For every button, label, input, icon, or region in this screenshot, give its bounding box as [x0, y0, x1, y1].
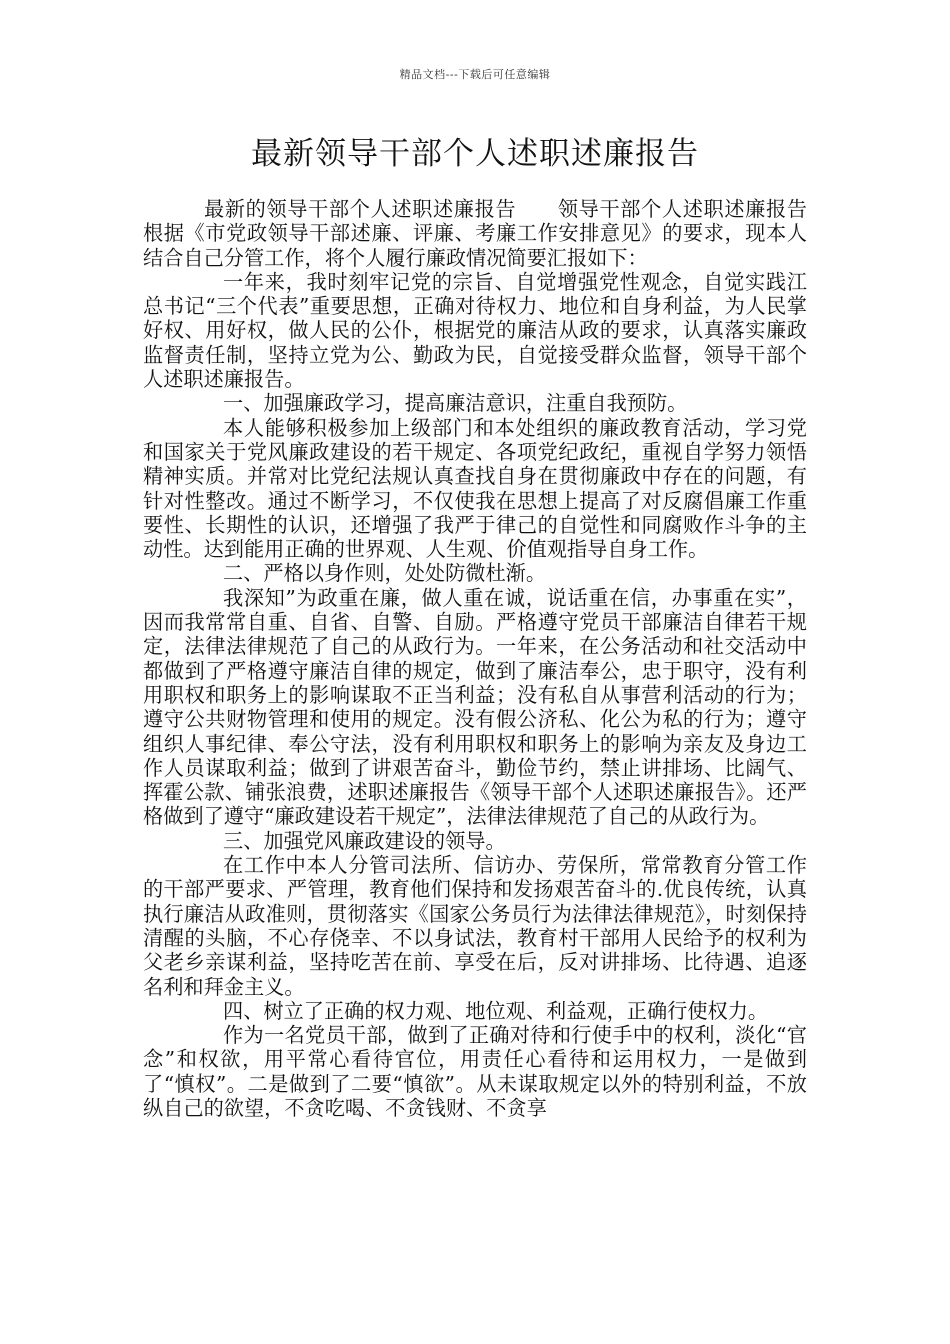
- header-note: 精品文档---下载后可任意编辑: [399, 68, 551, 81]
- paragraph: 一年来，我时刻牢记党的宗旨、自觉增强党性观念，自觉实践江总书记“三个代表”重要思想，正确对待权力、地位和自身利益，为人民掌好权、用好权，做人民的公仆，根据党的廉洁从政的要求，认真落实廉政监督责任制，坚持立党为公、勤政为民，自觉接受群众监督，领导干部个人述职述廉报告。: [143, 269, 807, 392]
- section-heading-1: 一、加强廉政学习，提高廉洁意识，注重自我预防。: [223, 391, 688, 416]
- section-heading-3: 三、加强党风廉政建设的领导。: [223, 828, 506, 853]
- paragraph: 本人能够积极参加上级部门和本处组织的廉政教育活动，学习党和国家关于党风廉政建设的若干规定、各项党纪政纪，重视自学努力领悟精神实质。并常对比党纪法规认真查找自身在贯彻廉政中存在的问题，有针对性整改。通过不断学习，不仅使我在思想上提高了对反腐倡廉工作重要性、长期性的认识，还增强了我严于律己的自觉性和同腐败作斗争的主动性。达到能用正确的世界观、人生观、价值观指导自身工作。: [143, 415, 807, 562]
- section-heading-2: 二、严格以身作则，处处防微杜渐。: [223, 561, 547, 586]
- paragraph: 在工作中本人分管司法所、信访办、劳保所，常常教育分管工作的干部严要求、严管理，教育他们保持和发扬艰苦奋斗的.优良传统，认真执行廉洁从政准则，贯彻落实《国家公务员行为法律法律规范》，时刻保持清醒的头脑，不心存侥幸、不以身试法，教育村干部用人民给予的权利为父老乡亲谋利益，坚持吃苦在前、享受在后，反对讲排场、比待遇、追逐名利和拜金主义。: [143, 853, 807, 999]
- section-heading-4: 四、树立了正确的权力观、地位观、利益观，正确行使权力。: [223, 998, 769, 1023]
- paragraph: 我深知”为政重在廉，做人重在诚，说话重在信，办事重在实”，因而我常常自重、自省、自警、自励。严格遵守党员干部廉洁自律若干规定，法律法律规范了自己的从政行为。一年来，在公务活动和社交活动中都做到了严格遵守廉洁自律的规定，做到了廉洁奉公，忠于职守，没有利用职权和职务上的影响谋取不正当利益；没有私自从事营利活动的行为；遵守公共财物管理和使用的规定。没有假公济私、化公为私的行为；遵守组织人事纪律、奉公守法，没有利用职权和职务上的影响为亲友及身边工作人员谋取利益；做到了讲艰苦奋斗，勤俭节约，禁止讲排场、比阔气、挥霍公款、铺张浪费，述职述廉报告《领导干部个人述职述廉报告》。还严格做到了遵守“廉政建设若干规定”，法律法律规范了自己的从政行为。: [143, 585, 807, 829]
- document-title: 最新领导干部个人述职述廉报告: [251, 136, 699, 172]
- document-body: [143, 197, 848, 1120]
- paragraph-intro: 最新的领导干部个人述职述廉报告 领导干部个人述职述廉报告 根据《市党政领导干部述廉、评廉、考廉工作安排意见》的要求，现本人结合自己分管工作，将个人履行廉政情况简要汇报如下：: [143, 197, 848, 270]
- paragraph: 作为一名党员干部，做到了正确对待和行使手中的权利，淡化“官念”和权欲，用平常心看待官位，用责任心看待和运用权力，一是做到了“慎权”。二是做到了二要“慎欲”。从未谋取规定以外的特别利益，不放纵自己的欲望，不贪吃喝、不贪钱财、不贪享: [143, 1023, 807, 1120]
